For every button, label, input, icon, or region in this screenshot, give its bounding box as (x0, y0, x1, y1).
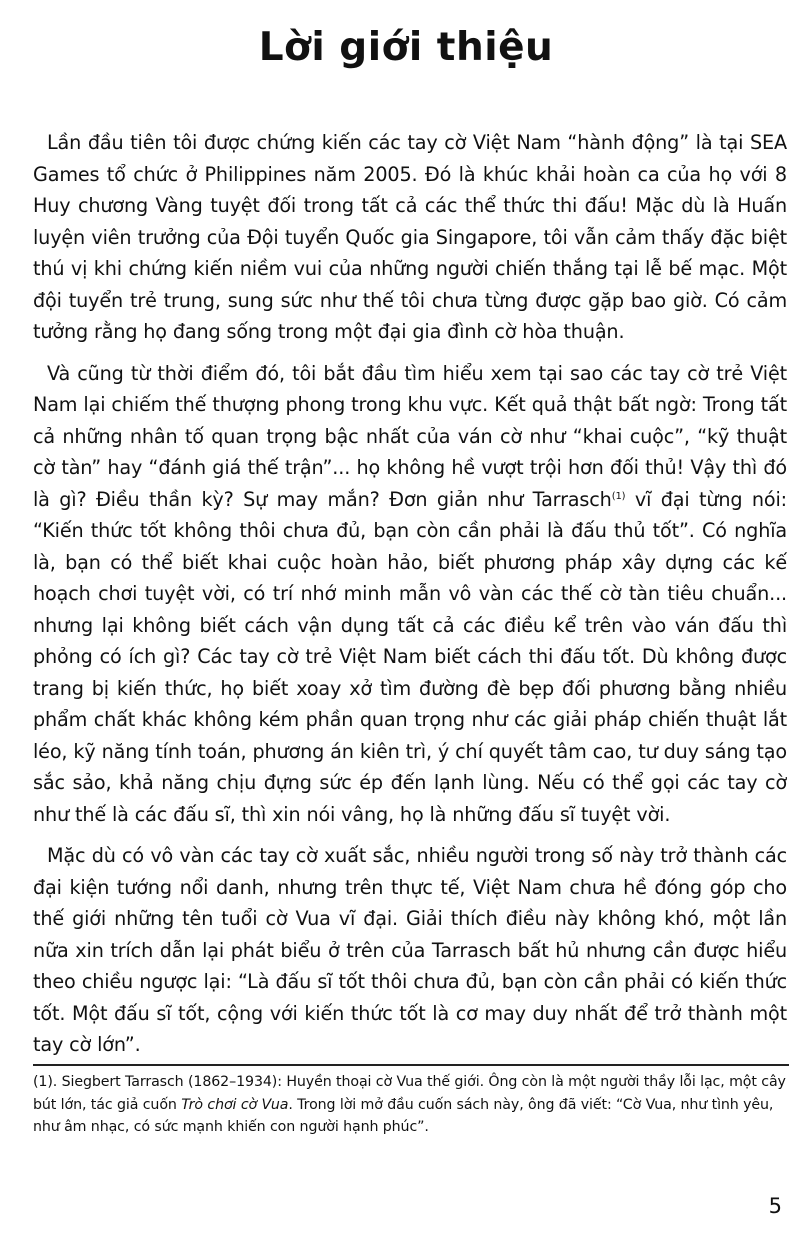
footnote-text-start: (1). Siegbert Tarrasch (1862–1934): Huyền thoại cờ Vua thế giới. Ông còn là một người thầy lỗi lạc, một cây bút lớn, tác giả cuốn (33, 1074, 786, 1113)
paragraph-3: Mặc dù có vô vàn các tay cờ xuất sắc, nhiều người trong số này trở thành các đại kiện tướng nổi danh, nhưng trên thực tế, Việt Nam chưa hề đóng góp cho thế giới những tên tuổi cờ Vua vĩ đại. Giải thích điều này không khó, một lần nữa xin trích dẫn lại phát biểu ở trên của Tarrasch bất hủ nhưng cần được hiểu theo chiều ngược lại: “Là đấu sĩ tốt thôi chưa đủ, bạn còn cần phải có kiến thức tốt. Một đấu sĩ tốt, cộng với kiến thức tốt là cơ may duy nhất để trở thành một tay cờ lớn”. (33, 844, 787, 1056)
footnote-reference[interactable]: (1) (611, 490, 626, 502)
page-number: 5 (768, 1194, 782, 1218)
paragraph-2-part-2: vĩ đại từng nói: “Kiến thức tốt không thôi chưa đủ, bạn còn cần phải là đấu thủ tốt”. Có nghĩa là, bạn có thể biết khai cuộc hoàn hảo, biết phương pháp xây dựng các kế hoạch chơi tuyệt vời, có trí nhớ minh mẫn vô vàn các thế cờ tàn tiêu chuẩn... nhưng lại không biết cách vận dụng tất cả các điều kể trên vào ván đấu thì phỏng có ích gì? Các tay cờ trẻ Việt Nam biết cách thi đấu tốt. Dù không được trang bị kiến thức, họ biết xoay xở tìm đường đè bẹp đối phương bằng nhiều phẩm chất khác không kém phần quan trọng như các giải pháp chiến thuật lắt léo, kỹ năng tính toán, phương án kiên trì, ý chí quyết tâm cao, tư duy sáng tạo sắc sảo, khả năng chịu đựng sức ép đến lạnh lùng. Nếu có thể gọi các tay cờ như thế là các đấu sĩ, thì xin nói vâng, họ là những đấu sĩ tuyệt vời. (33, 487, 787, 826)
paragraph-2-part-1: Và cũng từ thời điểm đó, tôi bắt đầu tìm hiểu xem tại sao các tay cờ trẻ Việt Nam lại chiếm thế thượng phong trong khu vực. Kết quả thật bất ngờ: Trong tất cả những nhân tố quan trọng bậc nhất của ván cờ như “khai cuộc”, “kỹ thuật cờ tàn” hay “đánh giá thế trận”... họ không hề vượt trội hơn đối thủ! Vậy thì đó là gì? Điều thần kỳ? Sự may mắn? Đơn giản như Tarrasch (33, 361, 787, 511)
footnote (33, 1071, 789, 1139)
footnote-book-title: Trò chơi cờ Vua (181, 1096, 289, 1113)
footnote-text-end: . Trong lời mở đầu cuốn sách này, ông đã viết: “Cờ Vua, như tình yêu, như âm nhạc, có sức mạnh khiến con người hạnh phúc”. (33, 1096, 774, 1135)
paragraph-2 (33, 358, 787, 831)
page-title: Lời giới thiệu (258, 25, 554, 70)
paragraph-1: Lần đầu tiên tôi được chứng kiến các tay cờ Việt Nam “hành động” là tại SEA Games tổ chức ở Philippines năm 2005. Đó là khúc khải hoàn ca của họ với 8 Huy chương Vàng tuyệt đối trong tất cả các thể thức thi đấu! Mặc dù là Huấn luyện viên trưởng của Đội tuyển Quốc gia Singapore, tôi vẫn cảm thấy đặc biệt thú vị khi chứng kiến niềm vui của những người chiến thắng tại lễ bế mạc. Một đội tuyển trẻ trung, sung sức như thế tôi chưa từng được gặp bao giờ. Có cảm tưởng rằng họ đang sống trong một đại gia đình cờ hòa thuận. (33, 131, 787, 343)
footnote-divider (33, 1064, 789, 1066)
body-text (33, 127, 787, 1071)
